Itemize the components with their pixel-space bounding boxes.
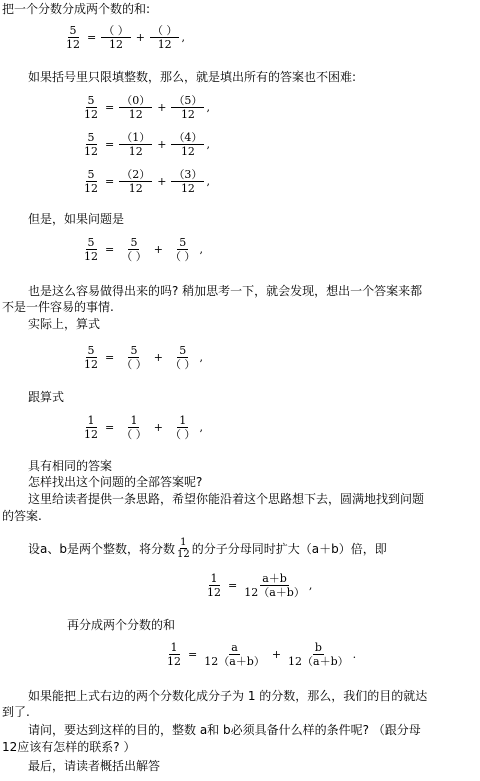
- let-text-b: 的分子分母同时扩大（a＋b）倍，即: [191, 541, 387, 556]
- inline-fraction: $\frac{1}{12}$: [176, 537, 190, 560]
- paragraph-let: [28, 537, 387, 560]
- paragraph-with: 跟算式: [28, 390, 65, 404]
- paragraph-goal-1: 如果能把上式右边的两个分数化成分子为 1 的分数，那么，我们的目的就达: [28, 689, 428, 703]
- equation-7: $\frac{1}{12}$ = $\frac{1}{( )}$ + $\frac{1}{( )}$ ,: [84, 414, 203, 441]
- paragraph-same: 具有相同的答案: [28, 459, 113, 473]
- equation-8: $\frac{1}{12}$ = $\frac{a+b}{12(a+b)}$ ,: [207, 572, 313, 599]
- paragraph-easy-2: 不是一件容易的事情.: [2, 300, 114, 314]
- paragraph-goal-2: 到了.: [2, 705, 30, 719]
- equation-4: $\frac{5}{12}$ = $\frac{(2)}{12}$ + $\frac{(3)}{12}$ ,: [84, 168, 210, 195]
- paragraph-answers: 如果括号里只限填整数，那么，就是填出所有的答案也不困难:: [28, 70, 357, 84]
- paragraph-ask-1: 请问，要达到这样的目的，整数 a和 b必须具备什么样的条件呢? （跟分母: [28, 723, 421, 737]
- paragraph-ask-2: 12应该有怎样的联系? ）: [2, 740, 136, 754]
- fraction: $\frac{( )}{12}$: [151, 24, 178, 51]
- paragraph-easy-1: 也是这么容易做得出来的吗? 稍加思考一下，就会发现，想出一个答案来都: [28, 284, 423, 298]
- paragraph-idea-1: 这里给读者提供一条思路，希望你能沿着这个思路想下去，圆满地找到问题: [28, 492, 425, 506]
- paragraph-idea-2: 的答案.: [2, 509, 42, 523]
- fraction: $\frac{( )}{12}$: [103, 24, 129, 51]
- fraction: $\frac{5}{12}$: [66, 24, 80, 51]
- equation-1: $\frac{5}{12}$ = $\frac{( )}{12}$ + $\frac{( )}{12}$ ,: [66, 24, 185, 51]
- paragraph-but: 但是，如果问题是: [28, 212, 125, 226]
- equation-3: $\frac{5}{12}$ = $\frac{(1)}{12}$ + $\frac{(4)}{12}$ ,: [84, 131, 210, 158]
- paragraph-how: 怎样找出这个问题的全部答案呢?: [28, 475, 203, 489]
- let-text-a: 设a、b是两个整数，将分数: [28, 541, 175, 556]
- paragraph-actually: 实际上，算式: [28, 317, 101, 331]
- equation-6: $\frac{5}{12}$ = $\frac{5}{( )}$ + $\frac{5}{( )}$ ,: [84, 344, 203, 371]
- equation-5: $\frac{5}{12}$ = $\frac{5}{( )}$ + $\frac{5}{( )}$ ,: [84, 236, 203, 263]
- paragraph-final: 最后，请读者概括出解答: [28, 759, 161, 773]
- paragraph-split: 再分成两个分数的和: [67, 618, 176, 632]
- intro-text: 把一个分数分成两个数的和:: [2, 2, 151, 16]
- equation-2: $\frac{5}{12}$ = $\frac{(0)}{12}$ + $\frac{(5)}{12}$ ,: [84, 94, 210, 121]
- equation-9: $\frac{1}{12}$ = $\frac{a}{12(a+b)}$ + $\frac{b}{12(a+b)}$ .: [167, 641, 357, 668]
